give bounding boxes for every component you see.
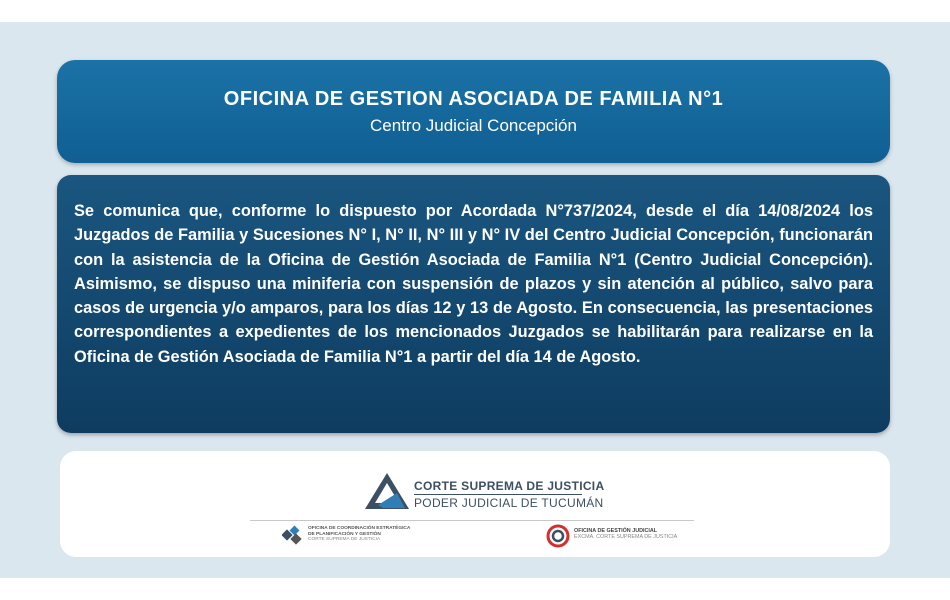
header-banner [57, 60, 890, 163]
notice-box [57, 175, 890, 433]
ogj-text [574, 528, 677, 541]
ocepg-line1: OFICINA DE COORDINACIÓN ESTRATÉGICA [308, 526, 411, 531]
csj-name: CORTE SUPREMA DE JUSTICIA [414, 479, 605, 493]
footer-logos [60, 451, 890, 557]
csj-rule [414, 494, 582, 495]
ogj-logo-icon [546, 524, 570, 548]
ocepg-logo-icon [282, 525, 304, 545]
notice-text: Se comunica que, conforme lo dispuesto por Acordada N°737/2024, desde el día 14/08/2024 los Juzgados de Familia y Sucesiones N° I, N° II, N° III y N° IV del Centro Judicial Concepción, funcionarán con la asistencia de la Oficina de Gestión Asociada de Familia N°1 (Centro Judicial Concepción). Asimismo, se dispuso una miniferia con suspensión de plazos y sin atención al público, salvo para casos de urgencia y/o amparos, para los días 12 y 13 de Agosto. En consecuencia, las presentaciones correspondientes a expedientes de los mencionados Juzgados se habilitarán para realizarse en la Oficina de Gestión Asociada de Familia N°1 a partir del día 14 de Agosto. [74, 202, 873, 366]
ogj-line2: EXCMA. CORTE SUPREMA DE JUSTICIA [574, 534, 678, 541]
office-title: OFICINA DE GESTION ASOCIADA DE FAMILIA N°1 [223, 88, 724, 110]
ocepg-text [308, 526, 410, 543]
ocepg-line3: CORTE SUPREMA DE JUSTICIA [308, 537, 381, 543]
ogj-line1: OFICINA DE GESTIÓN JUDICIAL [574, 528, 658, 534]
footer-divider [250, 520, 694, 521]
office-subtitle: Centro Judicial Concepción [370, 116, 577, 135]
csj-subname: PODER JUDICIAL DE TUCUMÁN [414, 496, 604, 510]
ocepg-line2: DE PLANIFICACIÓN Y GESTIÓN [308, 531, 381, 537]
csj-logo-icon [363, 471, 411, 511]
